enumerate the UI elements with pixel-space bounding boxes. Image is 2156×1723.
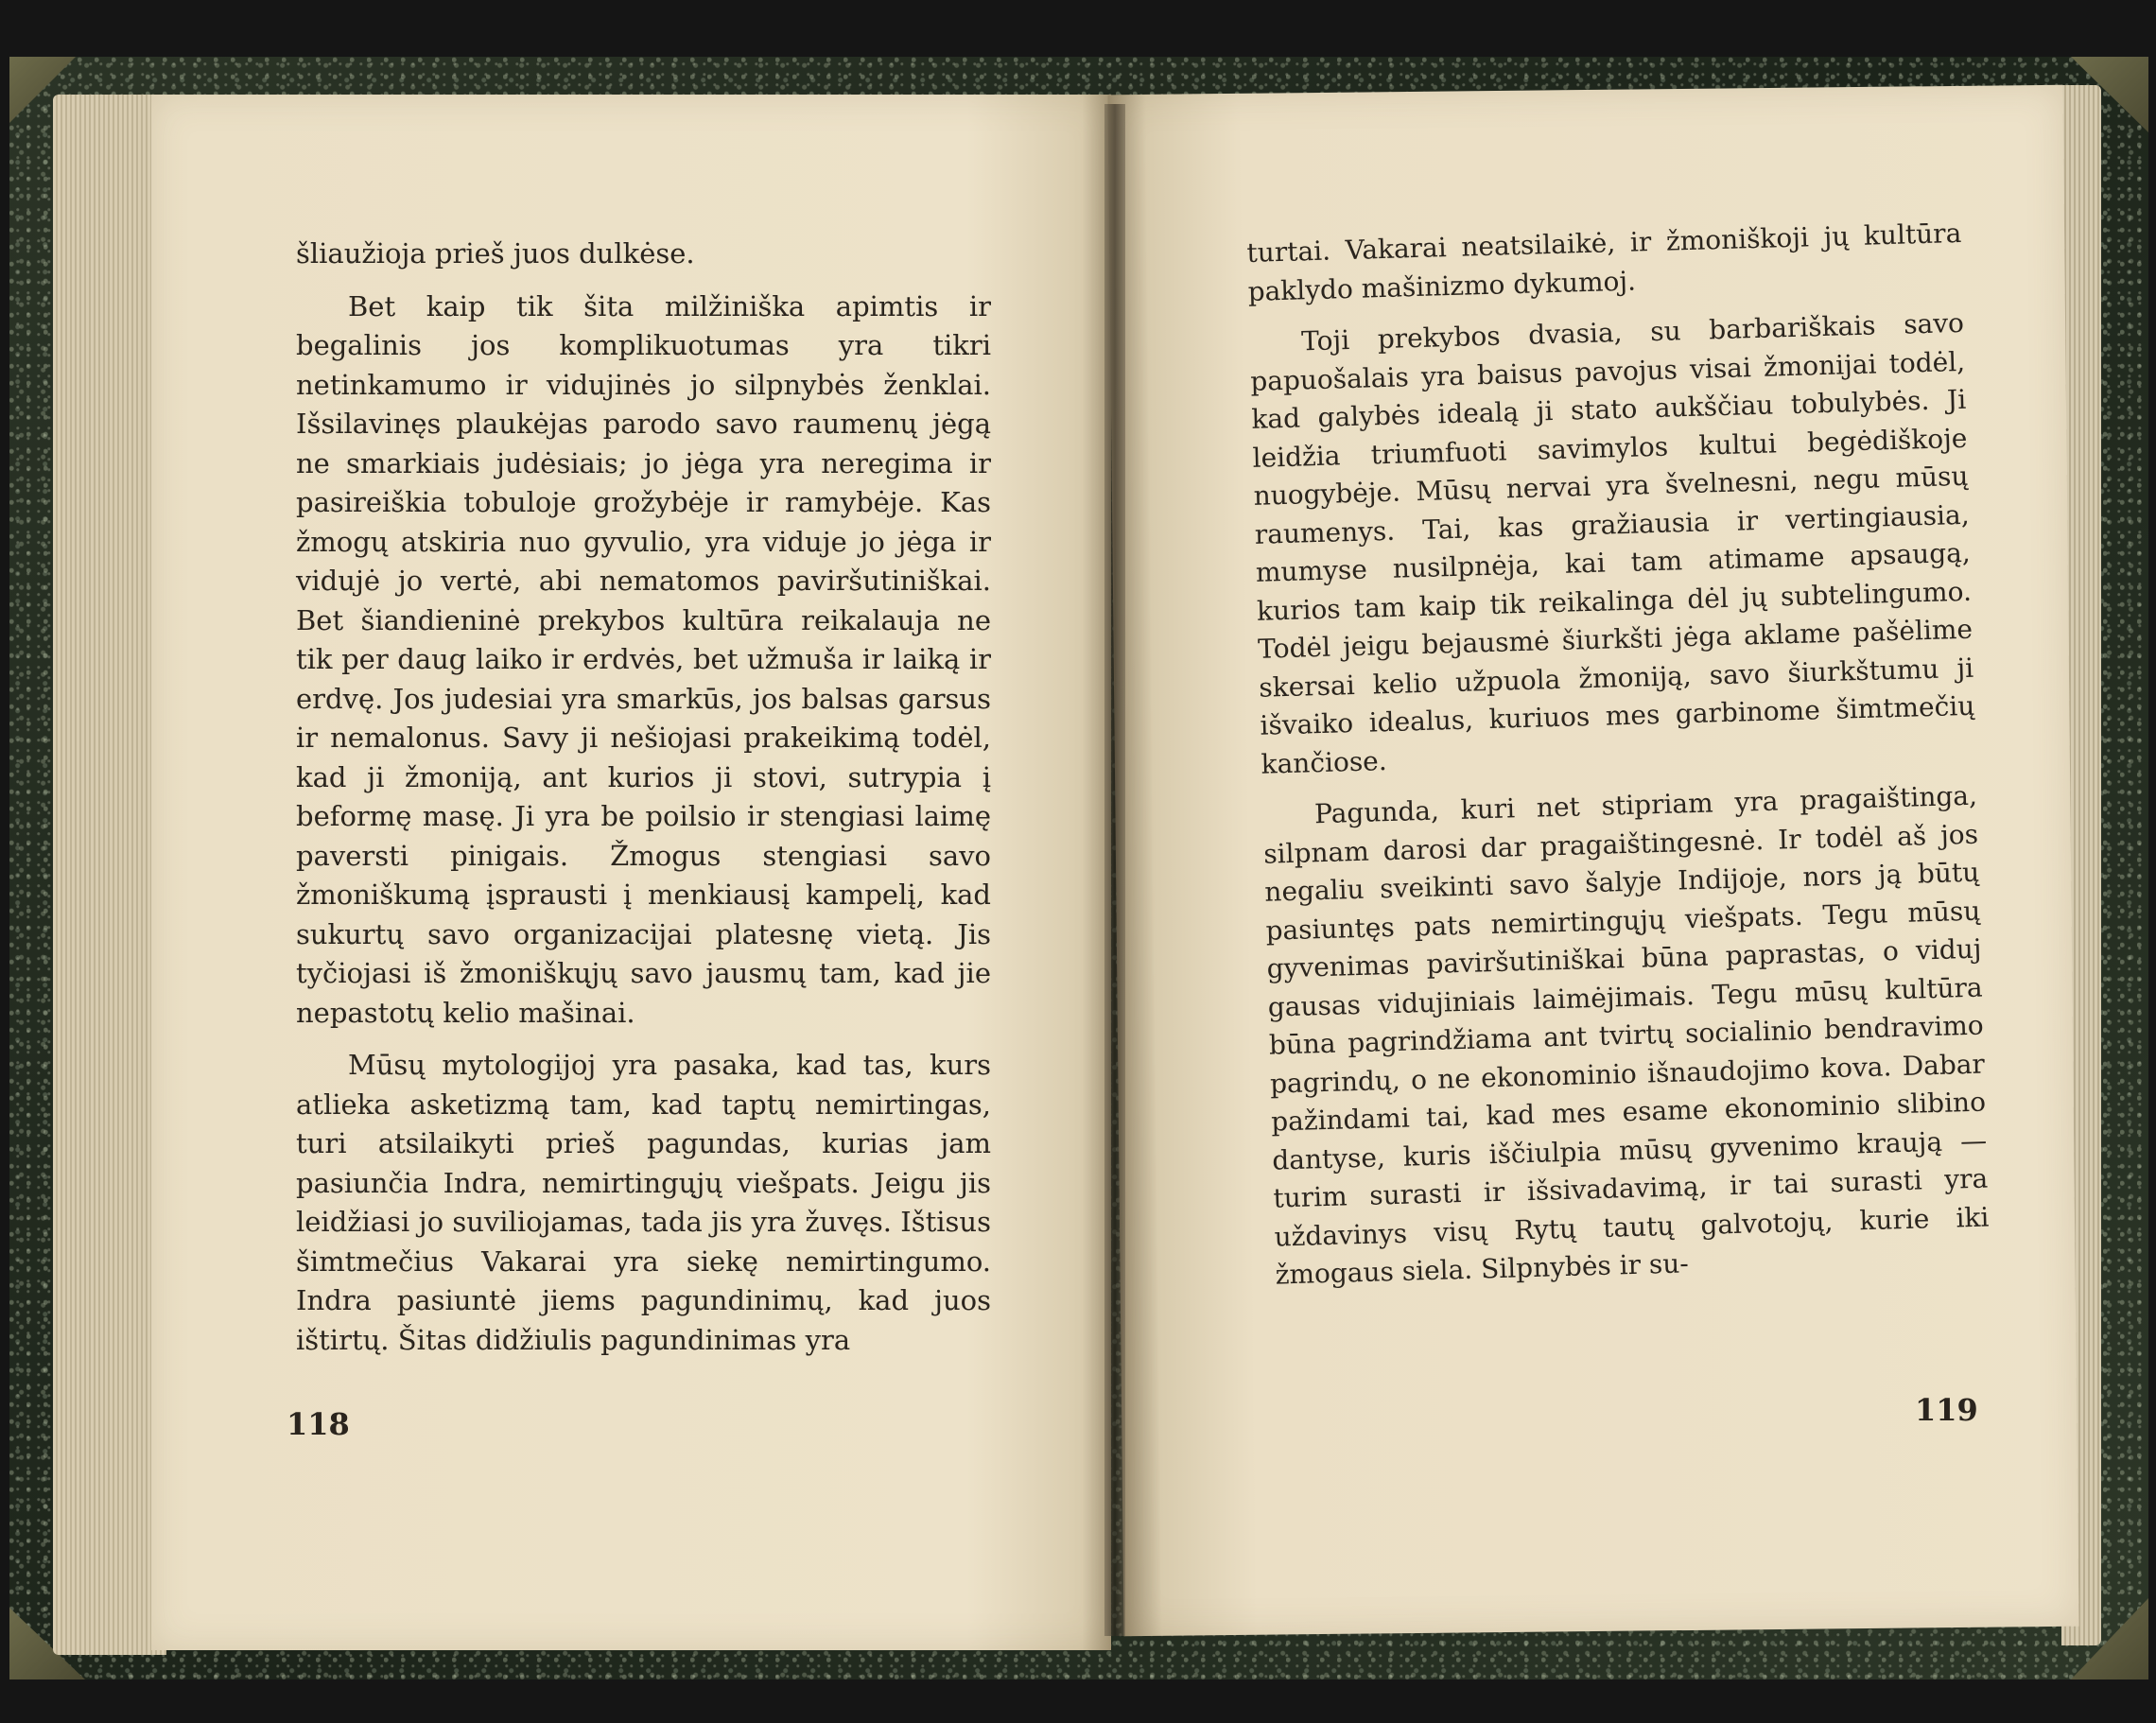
right-page-number: 119 [1915,1392,1978,1428]
left-page-number: 118 [287,1406,350,1442]
left-page-text [296,235,991,1360]
right-paragraph-1: turtai. Vakarai neatsilaikė, ir žmoniškoji jų kultūra paklydo mašinizmo dykumoj. [1246,217,1962,307]
right-page-text [1246,215,1991,1295]
left-paragraph-1: šliaužioja prieš juos dulkėse. [296,237,695,270]
left-paragraph-2: Bet kaip tik šita milžiniška apimtis ir begalinis jos komplikuotumas yra tikri netinkamumo ir vidujinės jo silpnybės ženklai. Išsilavinęs plaukėjas parodo savo raumenų jėgą ne smarkiais judėsiais; jo jėga yra neregima ir pasireiškia tobuloje grožybėje ir ramybėje. Kas žmogų atskiria nuo gyvulio, yra viduje jo jėga ir vidujė jo vertė, abi nematomos paviršutiniškai. Bet šiandieninė prekybos kultūra reikalauja ne tik per daug laiko ir erdvės, bet užmuša ir laiką ir erdvę. Jos judesiai yra smarkūs, jos balsas garsus ir nemalonus. Savy ji nešiojasi prakeikimą todėl, kad ji žmoniją, ant kurios ji stovi, sutrypia į beformę masę. Ji yra be poilsio ir stengiasi laimę paversti pinigais. Žmogus stengiasi savo žmoniškumą įsprausti į menkiausį kampelį, kad sukurtų savo organizacijai platesnę vietą. Jis tyčiojasi iš žmoniškųjų savo jausmų tam, kad jie nepastotų kelio mašinai. [296,289,991,1029]
right-paragraph-3: Pagunda, kuri net stipriam yra pragaištinga, silpnam darosi dar pragaištingesnė. Ir todėl aš jos negaliu sveikinti savo šalyje Indijoje, nors ją būtų pasiuntęs pats nemirtingųjų viešpats. Tegu mūsų gyvenimas paviršutiniškai būna paprastas, o viduj gausas vidujiniais laimėjimais. Tegu mūsų kultūra būna pagrindžiama ant tvirtų socialinio bendravimo pagrindų, o ne ekonominio išnaudojimo kova. Dabar pažindami tai, kad mes esame ekonominio slibino dantyse, kuris iščiulpia mūsų gyvenimo kraują — turim surasti ir išsivadavimą, ir tai surasti yra uždavinys visų Rytų tautų galvotojų, kurie iki žmogaus siela. Silpnybės ir su- [1262,779,1990,1291]
page-edges-left [53,95,166,1655]
left-paragraph-3: Mūsų mytologijoj yra pasaka, kad tas, kurs atlieka asketizmą tam, kad taptų nemirtingas, turi atsilaikyti prieš pagundas, kurias jam pasiunčia Indra, nemirtingųjų viešpats. Jeigu jis leidžiasi jo suviliojamas, tada jis yra žuvęs. Ištisus šimtmečius Vakarai yra siekę nemirtingumo. Indra pasiuntė jiems pagundinimų, kad juos ištirtų. Šitas didžiulis pagundinimas yra [296,1049,991,1356]
right-paragraph-2: Toji prekybos dvasia, su barbariškais savo papuošalais yra baisus pavojus visai žmonijai todėl, kad galybės idealą ji stato aukščiau tobulybės. Ji leidžia triumfuoti savimylos kultui begėdiškoje nuogybėje. Mūsų nervai yra švelnesni, negu mūsų raumenys. Tai, kas gražiausia ir vertingiausia, mumyse nusilpnėja, kai tam atimame apsaugą, kurios tam kaip tik reikalinga dėl jų subtelingumo. Todėl jeigu bejausmė šiurkšti jėga aklame pašėlime skersai kelio užpuola žmoniją, savo šiurkštumu ji išvaiko idealus, kuriuos mes garbinome šimtmečių kančiose. [1249,306,1975,780]
book-gutter [1104,104,1125,1636]
